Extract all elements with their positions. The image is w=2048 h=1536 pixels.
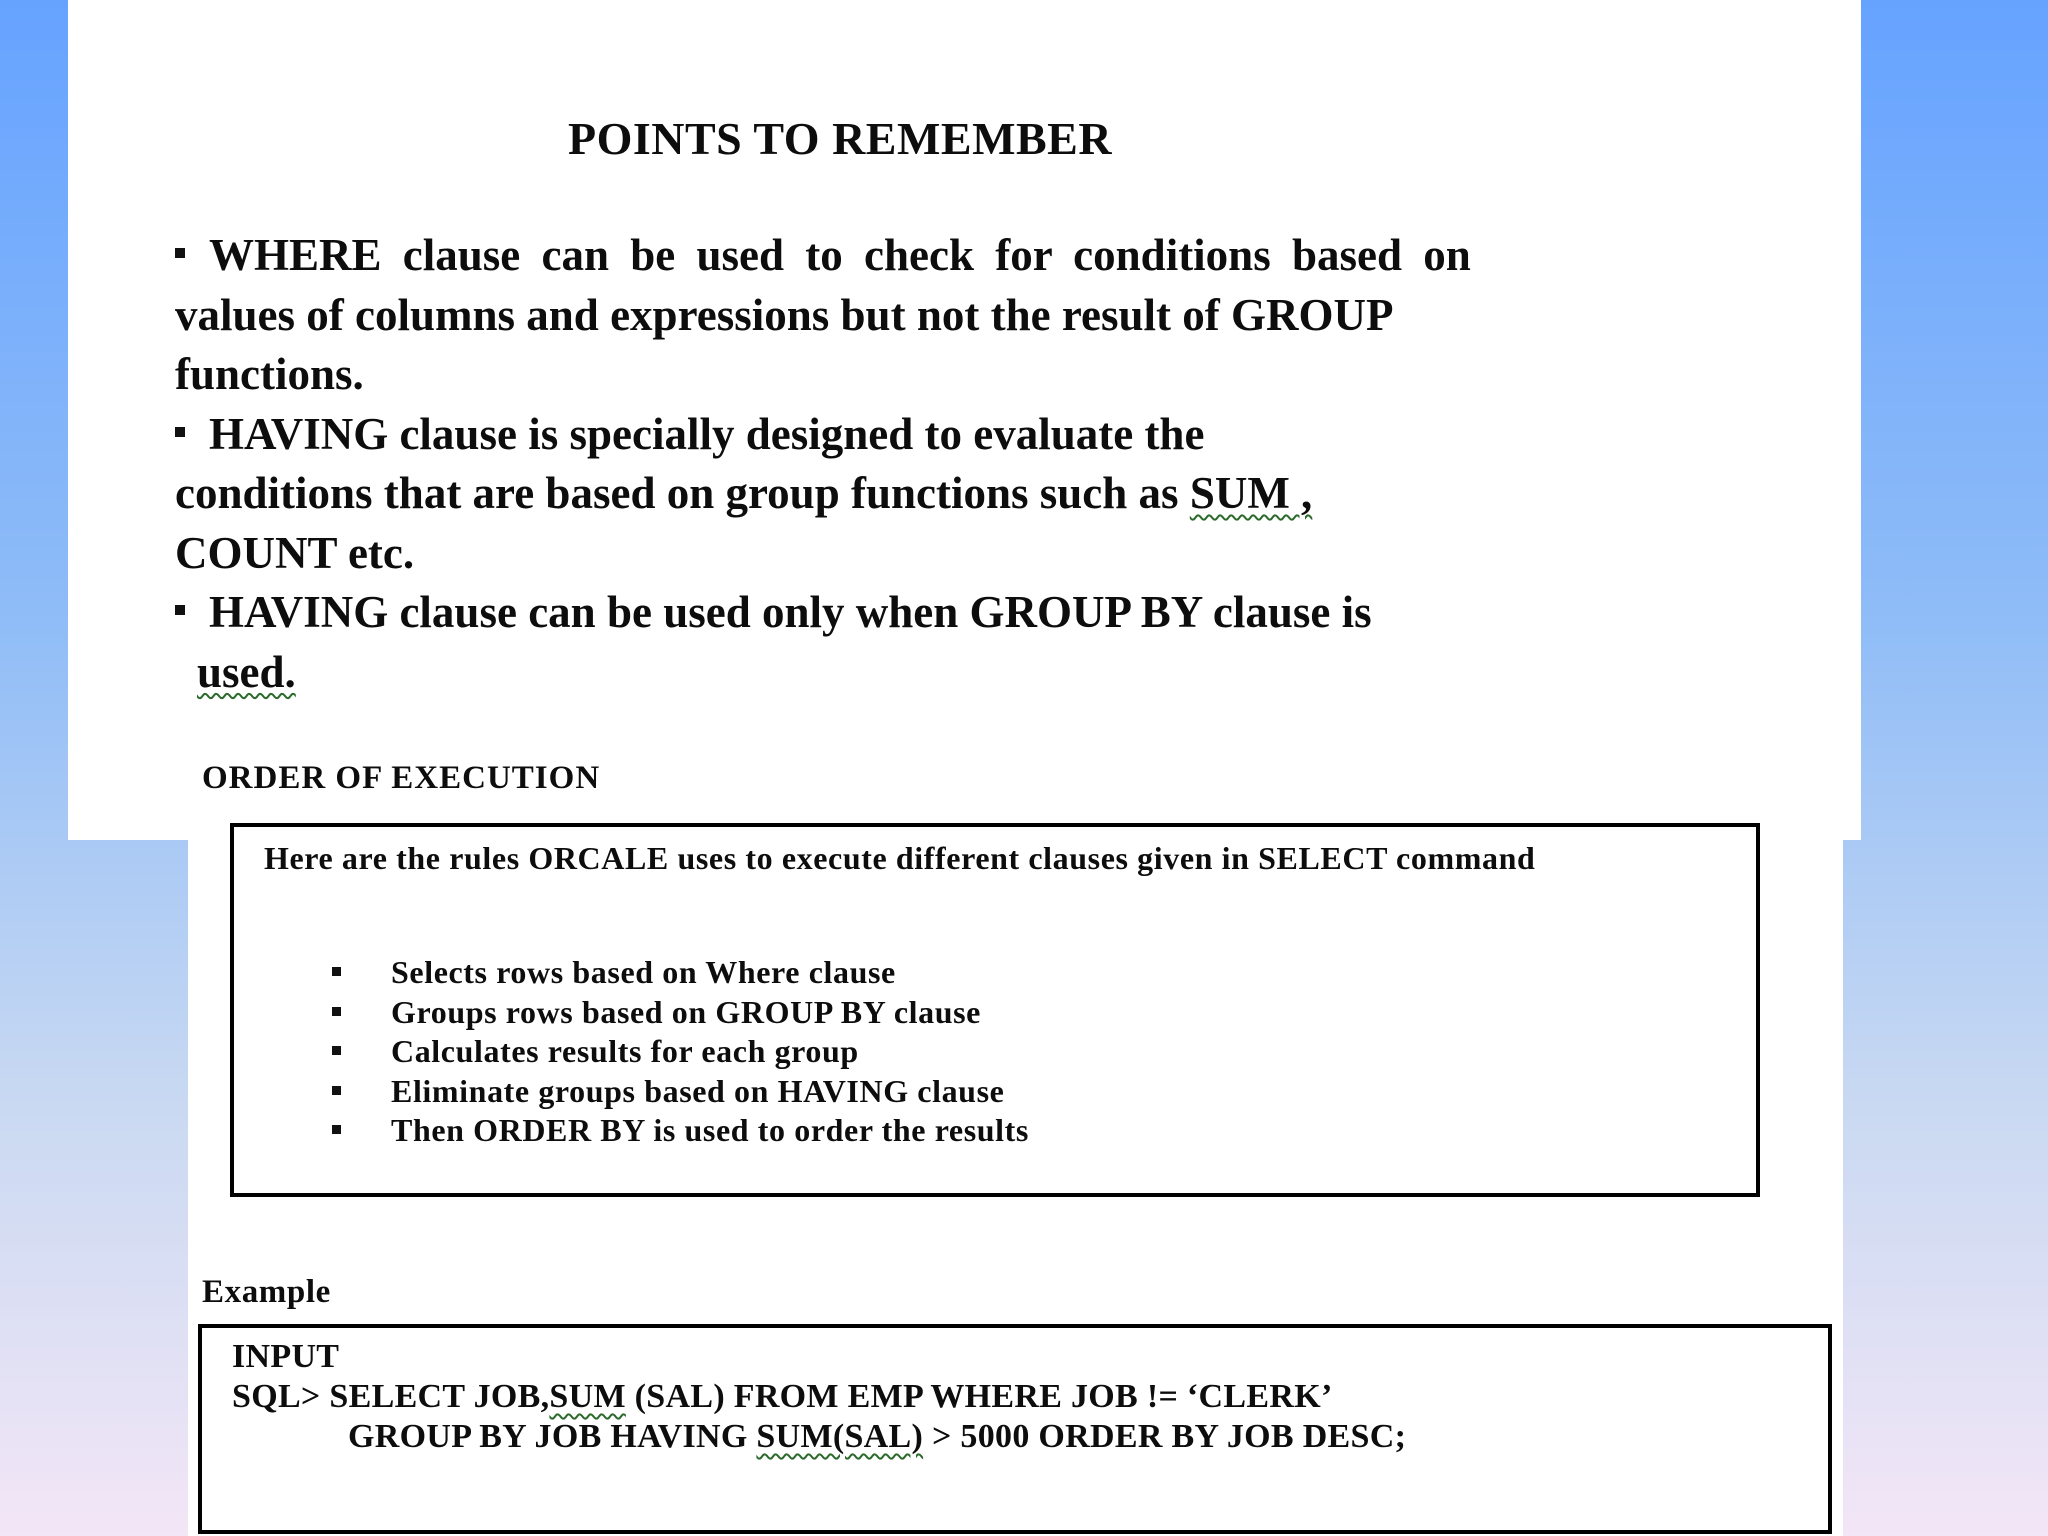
- list-item: [332, 993, 1029, 1033]
- list-item: [332, 953, 1029, 993]
- square-bullet-icon: [332, 1086, 341, 1095]
- order-of-execution-heading: ORDER OF EXECUTION: [202, 760, 601, 796]
- code-line-2-sum: SUM(SAL): [756, 1418, 924, 1455]
- rule-text: Eliminate groups based on HAVING clause: [391, 1072, 1005, 1109]
- code-line-1-end: (SAL) FROM EMP WHERE JOB != ‘CLERK’: [625, 1378, 1333, 1415]
- list-item: [332, 1072, 1029, 1112]
- rules-intro: Here are the rules ORCALE uses to execute different clauses given in SELECT command: [264, 840, 1536, 876]
- rule-text: Selects rows based on Where clause: [391, 954, 896, 990]
- code-line-1-start: SQL> SELECT JOB,: [232, 1378, 550, 1415]
- point-where: [175, 226, 1675, 405]
- rules-list: [332, 953, 1029, 1151]
- point-having-sum: SUM ,: [1189, 468, 1313, 518]
- point-having-line2: conditions that are based on group functions such as: [175, 468, 1190, 518]
- points-list: [175, 226, 1675, 702]
- point-having-usage: [175, 583, 1675, 702]
- square-bullet-icon: [332, 1046, 341, 1055]
- list-item: [332, 1032, 1029, 1072]
- square-bullet-icon: [175, 248, 185, 258]
- point-where-line2: values of columns and expressions but not the result of GROUP: [175, 289, 1394, 340]
- square-bullet-icon: [332, 1007, 341, 1016]
- point-where-lead: WHERE: [209, 230, 382, 280]
- rule-text: Then ORDER BY is used to order the results: [391, 1112, 1029, 1148]
- code-line-1-sum: SUM: [549, 1378, 626, 1415]
- rule-text: Groups rows based on GROUP BY clause: [391, 993, 981, 1030]
- point-where-line3: functions.: [175, 349, 364, 399]
- list-item: [332, 1111, 1029, 1151]
- slide-title: POINTS TO REMEMBER: [568, 113, 1113, 164]
- code-input-label: INPUT: [232, 1338, 340, 1375]
- rule-text: Calculates results for each group: [391, 1033, 859, 1069]
- point-having-design: [175, 405, 1675, 584]
- square-bullet-icon: [175, 605, 185, 615]
- sql-example-box: [198, 1324, 1832, 1534]
- code-line-1: [232, 1378, 1333, 1416]
- square-bullet-icon: [175, 427, 185, 437]
- point-usage-line1: HAVING clause can be used only when GROUP BY clause is: [209, 587, 1372, 637]
- code-line-2-start: GROUP BY JOB HAVING: [348, 1418, 757, 1455]
- code-line-2-end: > 5000 ORDER BY JOB DESC;: [923, 1418, 1407, 1455]
- square-bullet-icon: [332, 1125, 341, 1134]
- example-heading: Example: [202, 1274, 331, 1310]
- point-usage-line2: used.: [197, 646, 296, 697]
- execution-rules-box: [230, 823, 1760, 1197]
- point-having-line1: HAVING clause is specially designed to evaluate the: [209, 408, 1205, 459]
- square-bullet-icon: [332, 967, 341, 976]
- point-having-line3: COUNT etc.: [175, 527, 415, 578]
- point-where-line1: clause can be used to check for conditions based on: [381, 230, 1471, 280]
- code-line-2: [348, 1418, 1406, 1456]
